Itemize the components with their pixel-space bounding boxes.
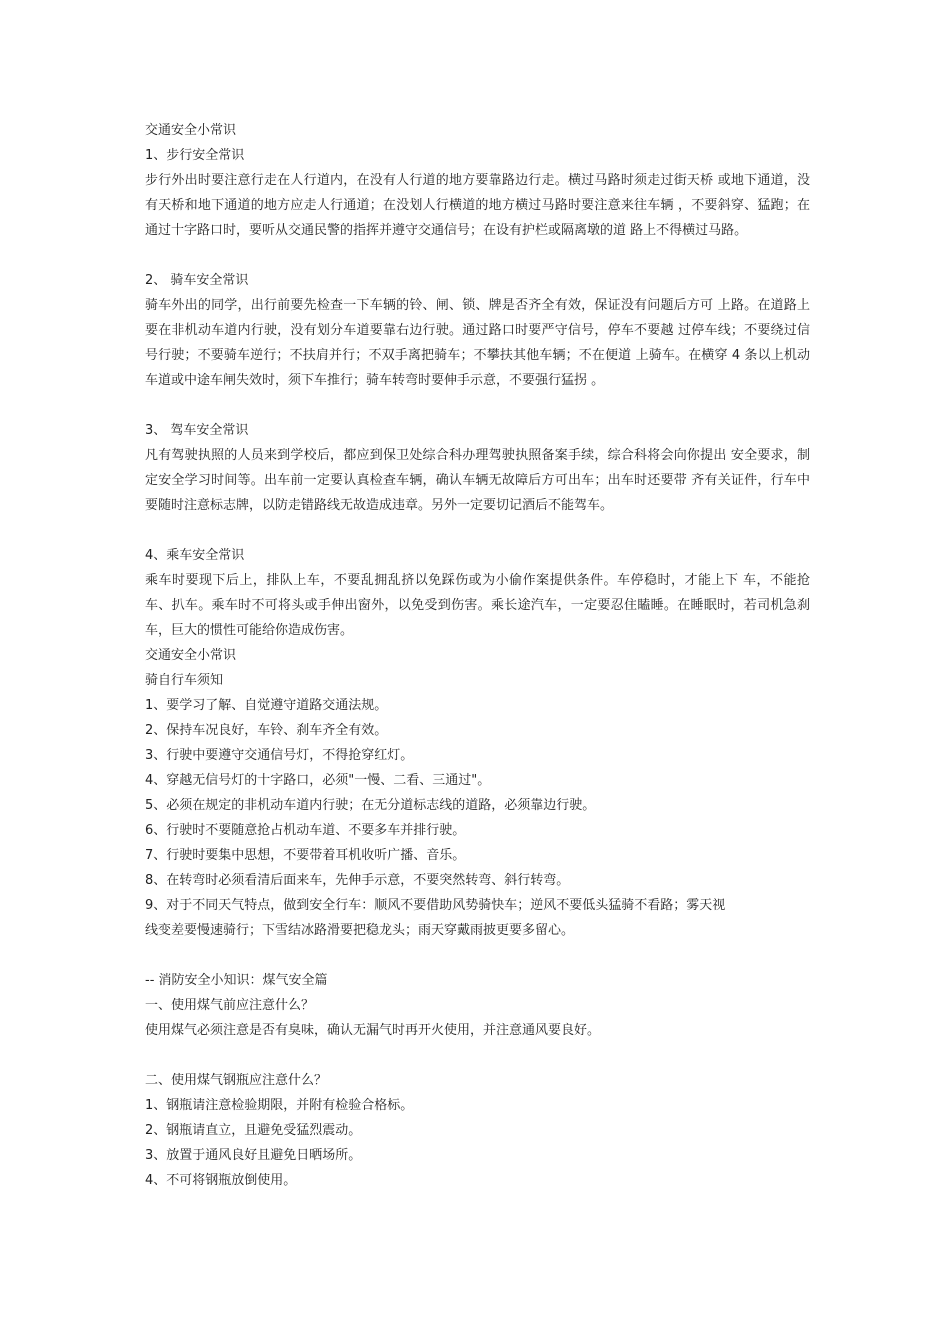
section-body-riding: 乘车时要现下后上，排队上车，不要乱拥乱挤以免踩伤或为小偷作案提供条件。车停稳时，才能上下 车，不能抢车、扒车。乘车时不可将头或手伸出窗外，以免受到伤害。乘长途汽车，一定要忍住瞌睡。在睡眠时，若司机急刹车，巨大的惯性可能给你造成伤害。 <box>145 573 810 638</box>
doc-title: 交通安全小常识 <box>145 123 237 138</box>
section-heading-walking: 1、步行安全常识 <box>145 148 245 163</box>
section-heading-driving: 3、 驾车安全常识 <box>145 423 249 438</box>
bike-rule: 9、对于不同天气特点，做到安全行车：顺风不要借助风势骑快车；逆风不要低头猛骑不看路；雾天视 <box>145 898 726 913</box>
bike-rule: 3、行驶中要遵守交通信号灯，不得抢穿红灯。 <box>145 748 414 763</box>
question-heading-2: 二、使用煤气钢瓶应注意什么？ <box>145 1073 328 1088</box>
bike-rule: 5、必须在规定的非机动车道内行驶；在无分道标志线的道路，必须靠边行驶。 <box>145 798 596 813</box>
document-body <box>145 118 810 1193</box>
doc-title-repeat: 交通安全小常识 <box>145 648 237 663</box>
section-body-driving: 凡有驾驶执照的人员来到学校后，都应到保卫处综合科办理驾驶执照备案手续，综合科将会向你提出 安全要求，制定安全学习时间等。出车前一定要认真检查车辆，确认车辆无故障后方可出车；出车时还要带 齐有关证件，行车中要随时注意标志牌，以防走错路线无故造成违章。另外一定要切记酒后不能驾车。 <box>145 448 810 513</box>
spacer <box>145 1043 810 1068</box>
spacer <box>145 943 810 968</box>
question-answer-1: 使用煤气必须注意是否有臭味，确认无漏气时再开火使用，并注意通风要良好。 <box>145 1023 601 1038</box>
cylinder-item: 1、钢瓶请注意检验期限，并附有检验合格标。 <box>145 1098 414 1113</box>
section-heading-riding: 4、乘车安全常识 <box>145 548 245 563</box>
bike-rule: 8、在转弯时必须看清后面来车，先伸手示意，不要突然转弯、斜行转弯。 <box>145 873 570 888</box>
bike-rule: 4、穿越无信号灯的十字路口，必须"一慢、二看、三通过"。 <box>145 773 491 788</box>
section-body-walking: 步行外出时要注意行走在人行道内，在没有人行道的地方要靠路边行走。横过马路时须走过街天桥 或地下通道，没有天桥和地下通道的地方应走人行通道；在没划人行横道的地方横过马路时要注意来往车辆 ，不要斜穿、猛跑；在通过十字路口时，要听从交通民警的指挥并遵守交通信号；在设有护栏或隔离墩的道 路上不得横过马路。 <box>145 173 810 238</box>
spacer <box>145 518 810 543</box>
bike-rule: 7、行驶时要集中思想，不要带着耳机收听广播、音乐。 <box>145 848 466 863</box>
section-body-cycling: 骑车外出的同学，出行前要先检查一下车辆的铃、闸、锁、牌是否齐全有效，保证没有问题后方可 上路。在道路上要在非机动车道内行驶，没有划分车道要靠右边行驶。通过路口时要严守信号，停车不要越 过停车线；不要绕过信号行驶；不要骑车逆行；不扶肩并行；不双手离把骑车；不攀扶其他车辆；不在便道 上骑车。在横穿 4 条以上机动车道或中途车闸失效时，须下车推行；骑车转弯时要伸手示意，不要强行猛拐 。 <box>145 298 810 388</box>
spacer <box>145 243 810 268</box>
bike-rules-title: 骑自行车须知 <box>145 673 224 688</box>
fire-safety-title: -- 消防安全小知识：煤气安全篇 <box>145 973 328 988</box>
question-heading-1: 一、使用煤气前应注意什么？ <box>145 998 315 1013</box>
cylinder-item: 4、不可将钢瓶放倒使用。 <box>145 1173 297 1188</box>
bike-rule: 6、行驶时不要随意抢占机动车道、不要多车并排行驶。 <box>145 823 466 838</box>
bike-rule: 1、要学习了解、自觉遵守道路交通法规。 <box>145 698 388 713</box>
cylinder-item: 2、钢瓶请直立，且避免受猛烈震动。 <box>145 1123 362 1138</box>
bike-rule: 2、保持车况良好，车铃、刹车齐全有效。 <box>145 723 388 738</box>
bike-rule-continued: 线变差要慢速骑行；下雪结冰路滑要把稳龙头；雨天穿戴雨披更要多留心。 <box>145 923 575 938</box>
section-heading-cycling: 2、 骑车安全常识 <box>145 273 249 288</box>
cylinder-item: 3、放置于通风良好且避免日晒场所。 <box>145 1148 362 1163</box>
spacer <box>145 393 810 418</box>
